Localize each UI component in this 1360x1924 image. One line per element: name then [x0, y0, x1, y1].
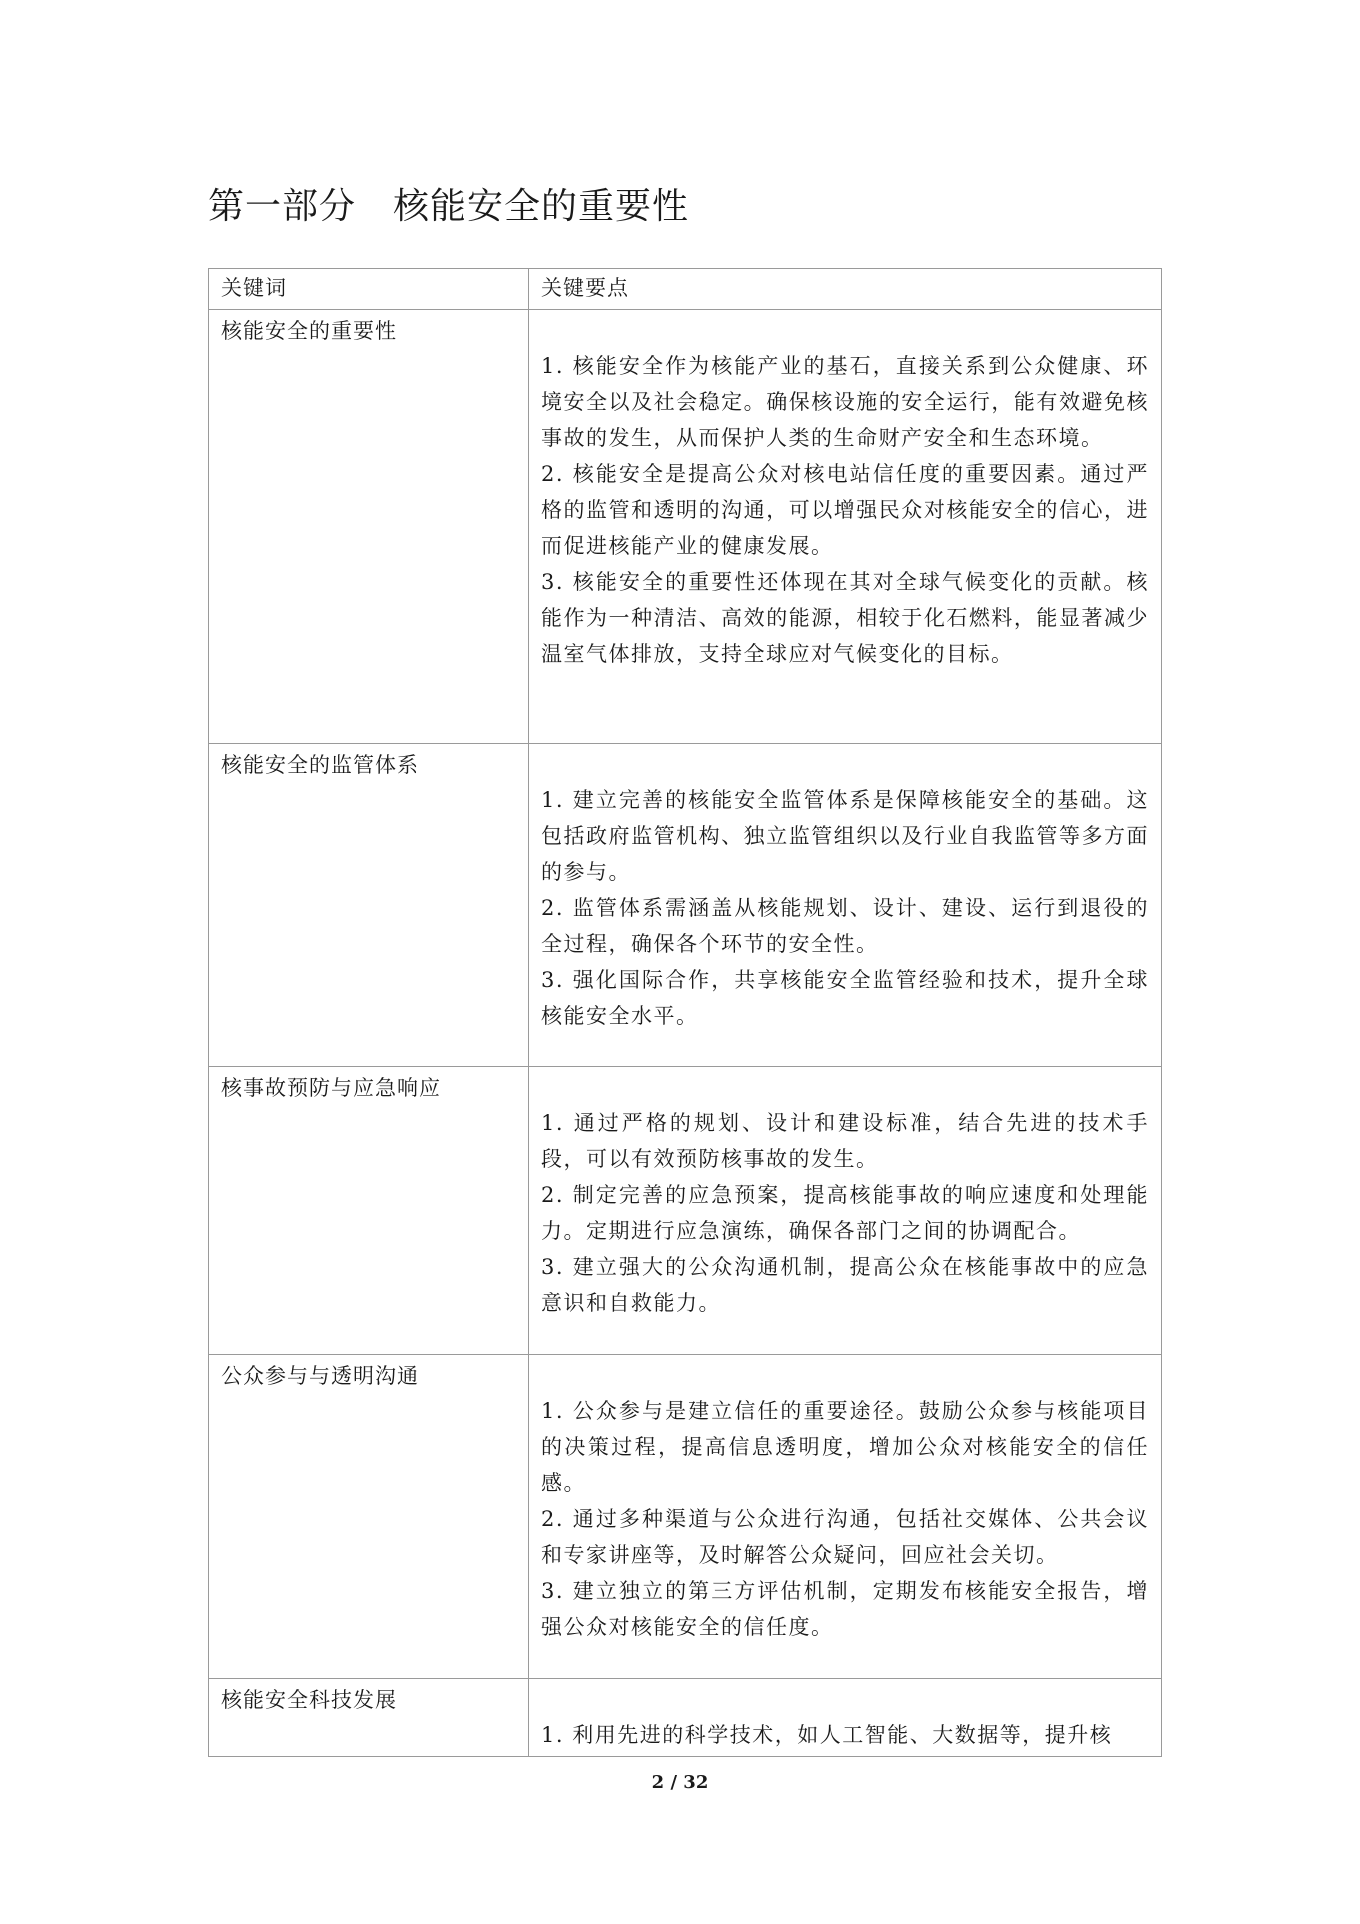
key-point: 1. 利用先进的科学技术，如人工智能、大数据等，提升核	[541, 1723, 1113, 1747]
row-keyword: 核能安全的监管体系	[209, 744, 529, 1067]
key-point: 2. 通过多种渠道与公众进行沟通，包括社交媒体、公共会议和专家讲座等，及时解答公众疑问，回应社会关切。	[541, 1507, 1149, 1567]
key-point: 2. 制定完善的应急预案，提高核能事故的响应速度和处理能力。定期进行应急演练，确保各部门之间的协调配合。	[541, 1183, 1149, 1243]
table-header-row	[209, 269, 1162, 310]
key-point: 1. 核能安全作为核能产业的基石，直接关系到公众健康、环境安全以及社会稳定。确保核设施的安全运行，能有效避免核事故的发生，从而保护人类的生命财产安全和生态环境。	[541, 354, 1149, 450]
row-keyword: 核事故预防与应急响应	[209, 1067, 529, 1355]
key-point: 3. 强化国际合作，共享核能安全监管经验和技术，提升全球核能安全水平。	[541, 968, 1149, 1028]
table-row	[209, 1067, 1162, 1355]
key-point: 3. 建立独立的第三方评估机制，定期发布核能安全报告，增强公众对核能安全的信任度。	[541, 1579, 1149, 1639]
row-key-points	[529, 310, 1162, 744]
page-number: 2 / 32	[651, 1772, 709, 1793]
key-point: 1. 公众参与是建立信任的重要途径。鼓励公众参与核能项目的决策过程，提高信息透明度，增加公众对核能安全的信任感。	[541, 1399, 1149, 1495]
header-key-points: 关键要点	[529, 269, 1162, 310]
key-points-table	[208, 268, 1162, 1757]
key-point: 1. 通过严格的规划、设计和建设标准，结合先进的技术手段，可以有效预防核事故的发生。	[541, 1111, 1149, 1171]
table-row	[209, 1679, 1162, 1757]
row-key-points	[529, 1679, 1162, 1757]
row-keyword: 核能安全的重要性	[209, 310, 529, 744]
row-key-points	[529, 1355, 1162, 1679]
table-row	[209, 310, 1162, 744]
row-key-points	[529, 744, 1162, 1067]
page-title: 第一部分 核能安全的重要性	[208, 186, 690, 227]
key-point: 2. 监管体系需涵盖从核能规划、设计、建设、运行到退役的全过程，确保各个环节的安全性。	[541, 896, 1149, 956]
key-point: 3. 核能安全的重要性还体现在其对全球气候变化的贡献。核能作为一种清洁、高效的能源，相较于化石燃料，能显著减少温室气体排放，支持全球应对气候变化的目标。	[541, 570, 1149, 666]
key-point: 1. 建立完善的核能安全监管体系是保障核能安全的基础。这包括政府监管机构、独立监管组织以及行业自我监管等多方面的参与。	[541, 788, 1149, 884]
key-point: 2. 核能安全是提高公众对核电站信任度的重要因素。通过严格的监管和透明的沟通，可以增强民众对核能安全的信心，进而促进核能产业的健康发展。	[541, 462, 1149, 558]
table-row	[209, 1355, 1162, 1679]
row-keyword: 核能安全科技发展	[209, 1679, 529, 1757]
table-row	[209, 744, 1162, 1067]
key-point: 3. 建立强大的公众沟通机制，提高公众在核能事故中的应急意识和自救能力。	[541, 1255, 1149, 1315]
header-keyword: 关键词	[209, 269, 529, 310]
row-key-points	[529, 1067, 1162, 1355]
row-keyword: 公众参与与透明沟通	[209, 1355, 529, 1679]
